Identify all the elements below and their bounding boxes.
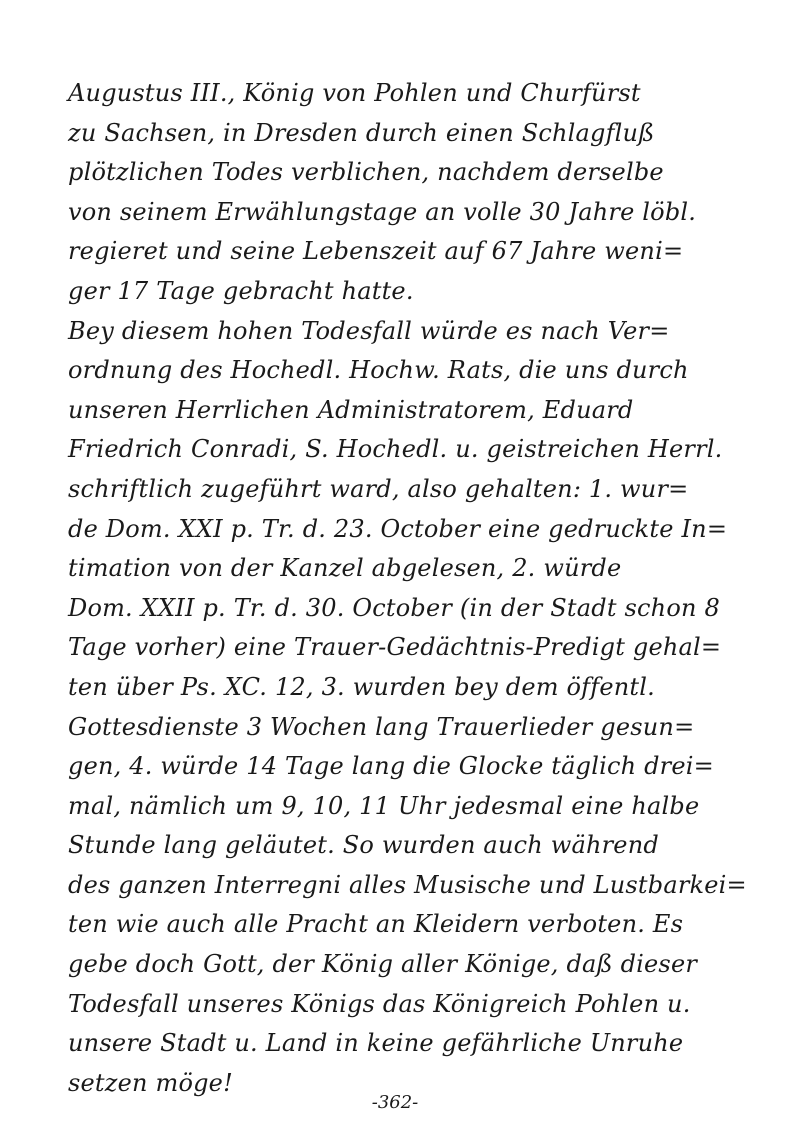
text-line-10: Friedrich Conradi, S. Hochedl. u. geistreichen Herrl. xyxy=(68,435,723,464)
text-line-26: setzen möge! xyxy=(68,1068,233,1097)
text-line-2: zu Sachsen, in Dresden durch einen Schlagfluß xyxy=(68,118,655,147)
text-line-11: schriftlich zugeführt ward, also gehalten: 1. wur= xyxy=(68,474,689,503)
text-line-22: ten wie auch alle Pracht an Kleidern verboten. Es xyxy=(68,910,684,939)
text-line-6: ger 17 Tage gebracht hatte. xyxy=(68,276,414,305)
text-line-21: des ganzen Interregni alles Musische und Lustbarkei= xyxy=(68,870,747,899)
handwritten-text-block xyxy=(68,74,768,1103)
text-line-1: Augustus III., König von Pohlen und Churfürst xyxy=(68,79,641,107)
text-line-4: von seinem Erwählungstage an volle 30 Jahre löbl. xyxy=(68,197,697,226)
text-line-14: Dom. XXII p. Tr. d. 30. October (in der Stadt schon 8 xyxy=(68,593,720,622)
text-line-13: timation von der Kanzel abgelesen, 2. würde xyxy=(68,554,622,583)
text-line-15: Tage vorher) eine Trauer-Gedächtnis-Predigt gehal= xyxy=(68,633,722,662)
text-line-23: gebe doch Gott, der König aller Könige, daß dieser xyxy=(68,950,698,979)
text-line-19: mal, nämlich um 9, 10, 11 Uhr jedesmal eine halbe xyxy=(68,791,700,820)
text-line-25: unsere Stadt u. Land in keine gefährliche Unruhe xyxy=(68,1029,684,1058)
text-line-16: ten über Ps. XC. 12, 3. wurden bey dem öffentl. xyxy=(68,672,655,701)
page-number: -362- xyxy=(371,1092,419,1113)
text-line-3: plötzlichen Todes verblichen, nachdem derselbe xyxy=(68,158,664,187)
text-line-12: de Dom. XXI p. Tr. d. 23. October eine gedruckte In= xyxy=(68,514,728,543)
text-line-9: unseren Herrlichen Administratorem, Eduard xyxy=(68,395,634,424)
text-line-5: regieret und seine Lebenszeit auf 67 Jahre weni= xyxy=(68,237,684,266)
text-line-7: Bey diesem hohen Todesfall würde es nach Ver= xyxy=(68,316,670,345)
text-line-18: gen, 4. würde 14 Tage lang die Glocke täglich drei= xyxy=(68,752,714,781)
text-line-24: Todesfall unseres Königs das Königreich Pohlen u. xyxy=(68,989,691,1018)
text-line-20: Stunde lang geläutet. So wurden auch während xyxy=(68,831,659,860)
text-line-8: ordnung des Hochedl. Hochw. Rats, die uns durch xyxy=(68,356,689,385)
text-line-17: Gottesdienste 3 Wochen lang Trauerlieder gesun= xyxy=(68,712,695,741)
